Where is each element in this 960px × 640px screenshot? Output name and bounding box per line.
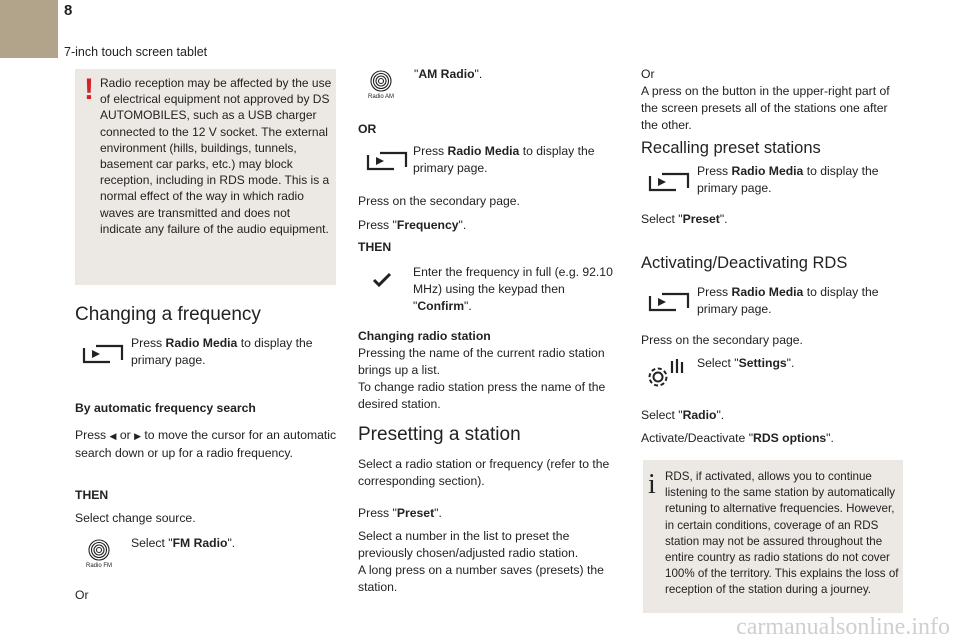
- radio-fm-caption: Radio FM: [85, 563, 112, 569]
- changing-station-text-1: Pressing the name of the current radio station brings up a list.: [358, 346, 605, 377]
- check-icon: [372, 272, 392, 288]
- radio-am-caption: Radio AM: [367, 94, 394, 100]
- enter-frequency-text: Enter the frequency in full (e.g. 92.10 MHz) using the keypad then "Confirm".: [413, 265, 613, 313]
- upper-right-text: A press on the button in the upper-right part of the screen presets all of the stations one after the other.: [641, 84, 890, 132]
- secondary-page-text: Press on the secondary page.: [358, 194, 520, 208]
- arrow-left-icon: ◀: [109, 431, 117, 441]
- page-number: 8: [64, 2, 73, 19]
- select-number-text-2: A long press on a number saves (presets) the station.: [358, 563, 604, 594]
- rds-heading: Activating/Deactivating RDS: [641, 254, 848, 272]
- select-radio-text: Select "Radio".: [641, 408, 725, 422]
- radio-media-icon: [648, 291, 690, 313]
- press-radio-media-text: Press Radio Media to display the primary page.: [131, 336, 313, 367]
- arrow-right-icon: ▶: [134, 431, 142, 441]
- or-text: Or: [75, 588, 89, 602]
- info-icon: i: [648, 469, 656, 500]
- press-radio-media-text-2: Press Radio Media to display the primary page.: [413, 144, 595, 175]
- radio-media-icon: [648, 171, 690, 193]
- or-text-2: Or: [641, 67, 655, 81]
- settings-icon: [646, 357, 686, 389]
- select-settings-text: Select "Settings".: [697, 356, 795, 370]
- press-preset-text: Press "Preset".: [358, 506, 442, 520]
- changing-station-text-2: To change radio station press the name of the desired station.: [358, 380, 606, 411]
- or-bold-label: OR: [358, 122, 377, 136]
- presetting-heading: Presetting a station: [358, 424, 521, 445]
- press-arrows-text: Press ◀ or ▶ to move the cursor for an automatic search down or up for a radio frequency.: [75, 428, 337, 460]
- rds-options-text: Activate/Deactivate "RDS options".: [641, 431, 834, 445]
- recalling-press-text: Press Radio Media to display the primary page.: [697, 164, 879, 195]
- page-tab: [0, 0, 58, 58]
- info-text: RDS, if activated, allows you to continue listening to the same station by automatically retuning to alternative frequencies. However, in certain conditions, coverage of an RDS station may not be assured throughout the entire country as radio stations do not cover 100% of the territory. This explains the loss of reception of the station during a journey.: [665, 470, 899, 597]
- select-number-text-1: Select a number in the list to preset the previously chosen/adjusted radio station.: [358, 529, 579, 560]
- auto-search-heading: By automatic frequency search: [75, 401, 256, 415]
- then-label-2: THEN: [358, 240, 392, 254]
- rds-secondary-page-text: Press on the secondary page.: [641, 333, 803, 347]
- section-title: 7-inch touch screen tablet: [64, 45, 208, 59]
- warning-text: Radio reception may be affected by the use of electrical equipment not approved by DS AUTOMOBILES, such as a USB charger connected to the 12 V socket. The external environment (hills, buildings, tunnels, basement car parks, etc.) may block reception, including in RDS mode. This is a normal effect of the way in which radio waves are transmitted and does not indicate any failure of the audio equipment.: [100, 76, 332, 236]
- select-station-text: Select a radio station or frequency (refer to the corresponding section).: [358, 457, 610, 488]
- radio-fm-icon: [84, 539, 114, 561]
- recalling-select-text: Select "Preset".: [641, 212, 728, 226]
- watermark: carmanualsonline.info: [736, 614, 950, 640]
- changing-frequency-heading: Changing a frequency: [75, 304, 261, 325]
- press-frequency-text: Press "Frequency".: [358, 218, 467, 232]
- changing-station-heading: Changing radio station: [358, 329, 491, 343]
- select-fm-text: Select "FM Radio".: [131, 536, 236, 550]
- then-label: THEN: [75, 488, 109, 502]
- recalling-heading: Recalling preset stations: [641, 139, 821, 157]
- select-source-text: Select change source.: [75, 511, 196, 525]
- rds-press-text: Press Radio Media to display the primary page.: [697, 285, 879, 316]
- warning-icon: !: [84, 73, 94, 106]
- radio-am-icon: [366, 70, 396, 92]
- radio-media-icon: [82, 343, 124, 365]
- radio-media-icon: [366, 150, 408, 172]
- am-radio-text: "AM Radio".: [414, 67, 483, 81]
